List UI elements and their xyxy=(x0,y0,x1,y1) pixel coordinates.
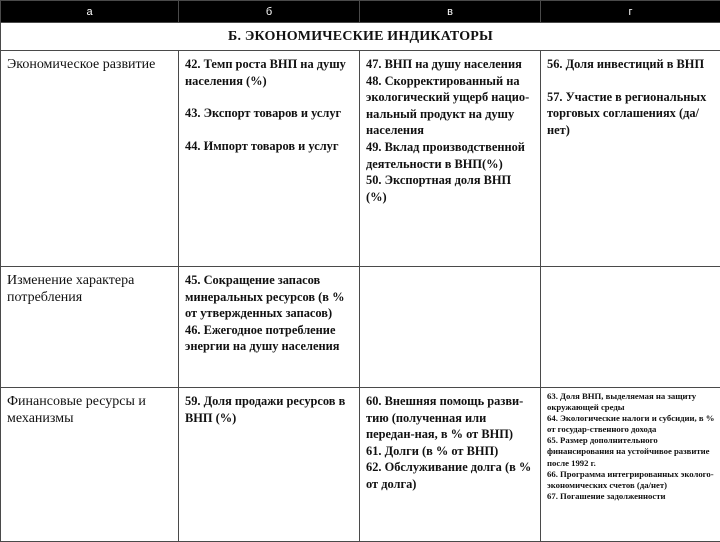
indicator-44: 44. Импорт товаров и услуг xyxy=(179,138,359,155)
indicator-66: 66. Программа интегрированных эколого-экономических счетов (да/нет) xyxy=(547,469,716,491)
column-letter-b: б xyxy=(179,1,360,23)
column-letter-row xyxy=(1,1,720,23)
category-consumption-change: Изменение характера потребления xyxy=(1,267,178,306)
indicator-64: 64. Экологические налоги и субсидии, в % от государ-ственного дохода xyxy=(547,413,716,435)
table-row xyxy=(1,51,720,267)
column-letter-v: в xyxy=(360,1,541,23)
indicator-cell xyxy=(360,51,541,267)
indicator-65: 65. Размер дополнительного финансирования на устойчивое развитие после 1992 г. xyxy=(547,435,716,468)
indicator-67: 67. Погашение задолженности xyxy=(547,491,716,502)
category-financial-resources: Финансовые ресурсы и механизмы xyxy=(1,388,178,427)
indicator-63: 63. Доля ВНП, выделяемая на защиту окружающей среды xyxy=(547,391,716,413)
indicator-cell xyxy=(179,388,360,542)
indicator-43: 43. Экспорт товаров и услуг xyxy=(179,105,359,122)
indicator-56: 56. Доля инвестиций в ВНП xyxy=(541,56,720,73)
category-economic-development: Экономическое развитие xyxy=(1,51,178,73)
section-title-row xyxy=(1,23,720,51)
category-cell xyxy=(1,267,179,388)
section-title: Б. ЭКОНОМИЧЕСКИЕ ИНДИКАТОРЫ xyxy=(1,23,720,51)
indicator-cell xyxy=(179,267,360,388)
indicator-59: 59. Доля продажи ресурсов в ВНП (%) xyxy=(179,393,359,426)
empty-cell xyxy=(360,267,541,388)
indicators-47-50: 47. ВНП на душу населения 48. Скорректированный на экологический ущерб нацио-нальный продукт на душу населения 49. Вклад производственной деятельности в ВНП(%) 50. Экспортная доля ВНП (%) xyxy=(360,56,540,205)
indicator-57: 57. Участие в региональных торговых соглашениях (да/нет) xyxy=(541,89,720,139)
column-letter-a: а xyxy=(1,1,179,23)
indicator-cell xyxy=(541,388,720,542)
table-row xyxy=(1,267,720,388)
indicator-cell xyxy=(360,388,541,542)
indicator-cell xyxy=(179,51,360,267)
column-letter-g: г xyxy=(541,1,720,23)
small-indicators-63-67 xyxy=(541,388,720,502)
indicator-cell xyxy=(541,51,720,267)
indicators-60-62: 60. Внешняя помощь разви-тию (полученная или передан-ная, в % от ВНП) 61. Долги (в % от ВНП) 62. Обслуживание долга (в % от долга) xyxy=(360,393,540,493)
indicator-42: 42. Темп роста ВНП на душу населения (%) xyxy=(179,56,359,89)
table-row xyxy=(1,388,720,542)
category-cell xyxy=(1,388,179,542)
indicators-45-46: 45. Сокращение запасов минеральных ресурсов (в % от утвержденных запасов) 46. Ежегодное потребление энергии на душу населения xyxy=(179,272,359,355)
category-cell xyxy=(1,51,179,267)
empty-cell xyxy=(541,267,720,388)
